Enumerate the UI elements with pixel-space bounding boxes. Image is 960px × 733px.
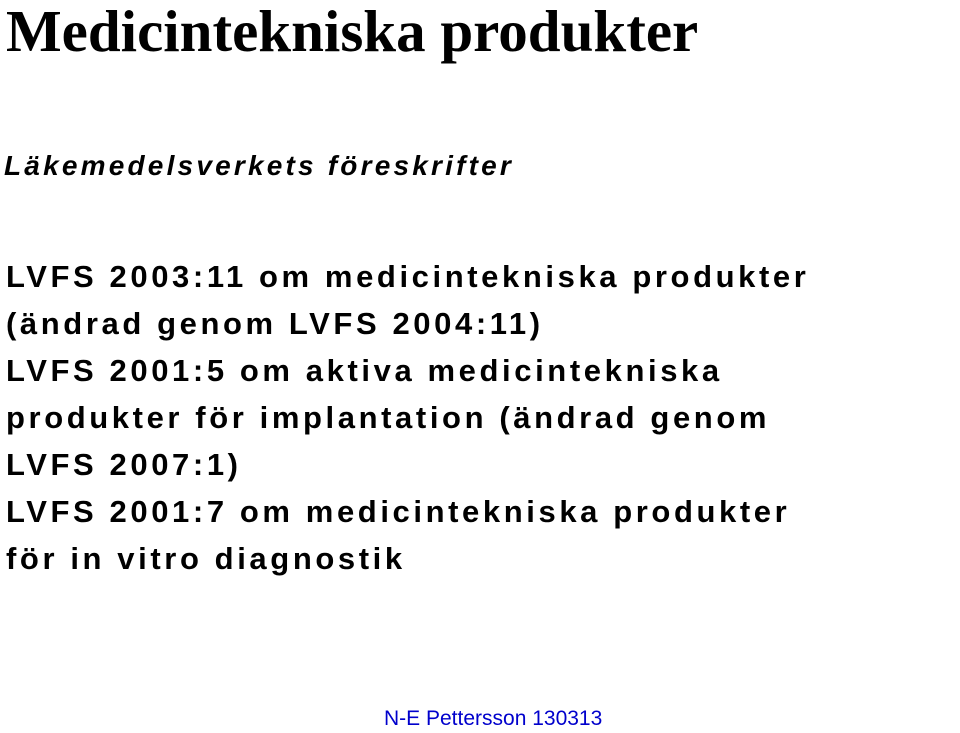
regulation-item-lvfs-2001-5 bbox=[0, 347, 809, 488]
regulation-item-line: LVFS 2003:11 om medicintekniska produkter bbox=[6, 259, 810, 294]
regulation-item-line: LVFS 2001:7 om medicintekniska produkter bbox=[6, 494, 791, 529]
regulation-item-line: LVFS 2007:1) bbox=[6, 447, 242, 482]
regulation-item-line: för in vitro diagnostik bbox=[6, 541, 406, 576]
regulation-item-lvfs-2003-11 bbox=[0, 253, 809, 347]
slide-title: Medicintekniska produkter bbox=[6, 0, 699, 64]
regulation-item-line: (ändrad genom LVFS 2004:11) bbox=[6, 306, 544, 341]
footer-author-date: N-E Pettersson 130313 bbox=[384, 707, 603, 730]
regulation-item-lvfs-2001-7 bbox=[0, 488, 809, 582]
regulation-item-line: LVFS 2001:5 om aktiva medicintekniska bbox=[6, 353, 723, 388]
regulation-list bbox=[0, 253, 809, 582]
slide-subtitle: Läkemedelsverkets föreskrifter bbox=[4, 150, 515, 181]
regulation-item-line: produkter för implantation (ändrad genom bbox=[6, 400, 771, 435]
